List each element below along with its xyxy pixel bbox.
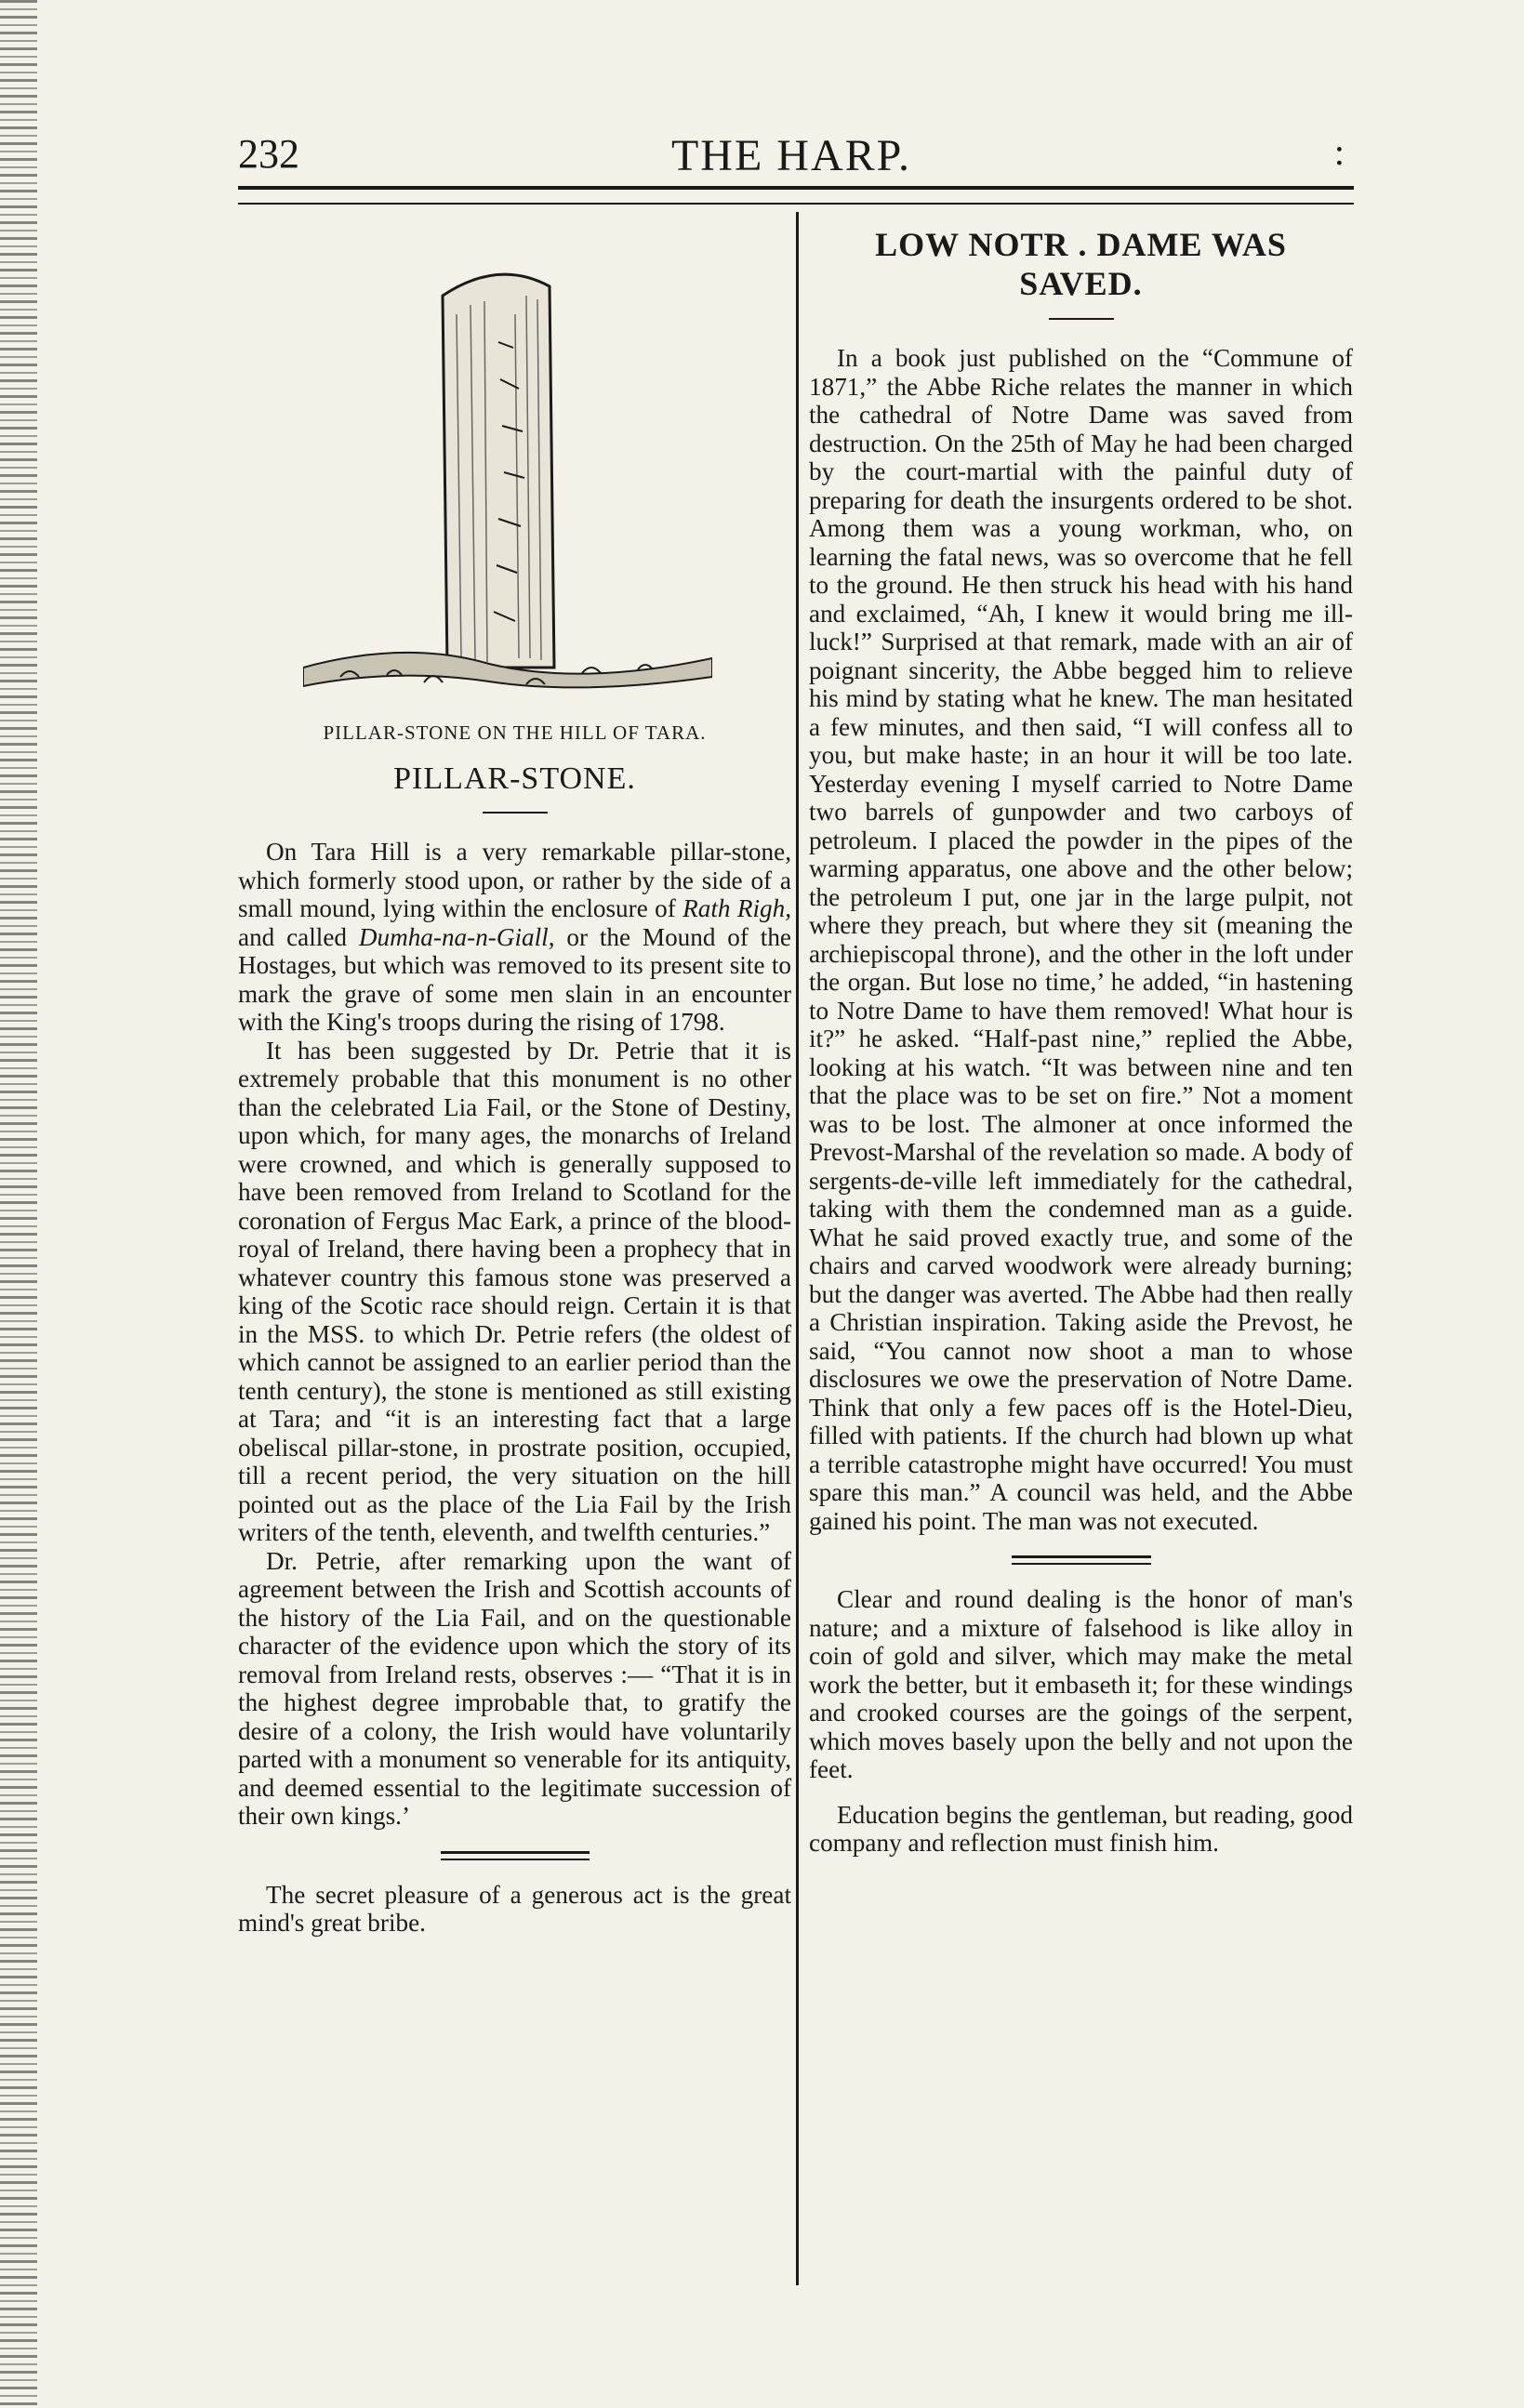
binding-edge [0,0,37,2408]
text-span: On Tara Hill is a very remarkable pillar-stone, which formerly stood upon, or rather by the side of a small mound, lying within the enclosure of [238,838,791,922]
running-title: THE HARP. [670,131,912,180]
pillar-stone-engraving [303,231,712,695]
paragraph-2: It has been suggested by Dr. Petrie that it is extremely probable that this monument is no other than the celebrated Lia Fail, or the Stone of Destiny, upon which, for many ages, the monarchs of Ireland were crowned, and which is generally supposed to have been removed from Ireland to Scotland for the coronation of Fergus Mac Eark, a prince of the blood-royal of Ireland, there having been a prophecy that in whatever country this famous stone was preserved a king of the Scotic race should reign. Certain it is that in the MSS. to which Dr. Petrie refers (the oldest of which cannot be assigned to an earlier period than the tenth century), the stone is mentioned as still existing at Tara; and “it is an interesting fact that a large obeliscal pillar-stone, in prostrate position, occupied, till a recent period, the very situation on the hill pointed out as the place of the Lia Fail by the Irish writers of the tenth, eleventh, and twelfth centuries.” [238,1036,791,1546]
page-number: 232 [238,131,299,177]
headline-rule [483,812,548,814]
header-rule [238,186,1354,205]
article-headline-notre-dame: LOW NOTR . DAME WAS SAVED. [875,226,1287,302]
text-span: or the Mound of the Hostages, but which was removed to its present site to mark the grave of some men slain in an encounter with the King's troops during the rising of 1798. [238,922,791,1036]
section-divider [1012,1555,1151,1565]
headline-rule [1049,318,1114,320]
article-headline-pillar-stone: PILLAR-STONE. [393,761,636,796]
header-mark: : [1333,131,1345,173]
left-column [238,212,791,1938]
paragraph-4: The secret pleasure of a generous act is the great mind's great bribe. [238,1880,791,1937]
dumha-italic: Dumha-na-n-Giall, [358,922,555,951]
pillar-stone-illustration [238,212,791,714]
page-header [238,130,1345,186]
section-divider [441,1851,590,1860]
rath-righ-italic: Rath Righ, [682,894,791,922]
text-span: and called [238,922,359,951]
paragraph-notre-dame: In a book just published on the “Commune of 1871,” the Abbe Riche relates the manner in which the cathedral of Notre Dame was saved from destruction. On the 25th of May he had been charged by the court-martial with the painful duty of preparing for death the insurgents ordered to be shot. Among them was a young workman, who, on learning the fatal news, was so overcome that he fell to the ground. He then struck his head with his hand and exclaimed, “Ah, I knew it would bring me ill-luck!” Surprised at that remark, made with an air of poignant sincerity, the Abbe begged him to relieve his mind by stating what he knew. The man hesitated a few minutes, and then said, “I will confess all to you, but make haste; in an hour it will be too late. Yesterday evening I myself carried to Notre Dame two barrels of gunpowder and two carboys of petroleum. I placed the powder in the pipes of the warming apparatus, one above and the other below; the petroleum I put, one jar in the large pulpit, not where they preach, but where they sit (meaning the archiepiscopal throne), and the other in the loft under the organ. But lose no time,’ he added, “in hastening to Notre Dame to have them removed! What hour is it?” he asked. “Half-past nine,” replied the Abbe, looking at his watch. “It was between nine and ten that the place was to be set on fire.” Not a moment was to be lost. The almoner at once informed the Prevost-Marshal of the revelation so made. A body of sergents-de-ville left immediately for the cathedral, taking with them the condemned man as a guide. What he said proved exactly true, and some of the chairs and carved woodwork were already burning; but the danger was averted. The Abbe had then really a Christian inspiration. Taking aside the Prevost, he said, “You cannot now shoot a man to whose disclosures we owe the preservation of Notre Dame. Think that only a few paces off is the Hotel-Dieu, filled with patients. If the church had blown up what a terrible catastrophe might have occurred! You must spare this man.” A council was held, and the Abbe gained his point. The man was not executed. [809,344,1353,1535]
paragraph-1 [238,838,791,1037]
paragraph-education: Education begins the gentleman, but reading, good company and reflection must finish him. [809,1800,1353,1857]
figure-caption: PILLAR-STONE ON THE HILL OF TARA. [323,721,707,744]
right-column [809,212,1353,1858]
column-divider [796,212,799,2285]
paragraph-dealing: Clear and round dealing is the honor of man's nature; and a mixture of falsehood is like alloy in coin of gold and silver, which may make the metal work the better, but it embaseth it; for these windings and crooked courses are the goings of the serpent, which moves basely upon the belly and not upon the feet. [809,1585,1353,1783]
paragraph-3: Dr. Petrie, after remarking upon the want of agreement between the Irish and Scottish accounts of the history of the Lia Fail, and on the questionable character of the evidence upon which the story of its removal from Ireland rests, observes :— “That it is in the highest degree improbable that, to gratify the desire of a colony, the Irish would have voluntarily parted with a monument so venerable for its antiquity, and deemed essential to the legitimate succession of their own kings.’ [238,1546,791,1830]
